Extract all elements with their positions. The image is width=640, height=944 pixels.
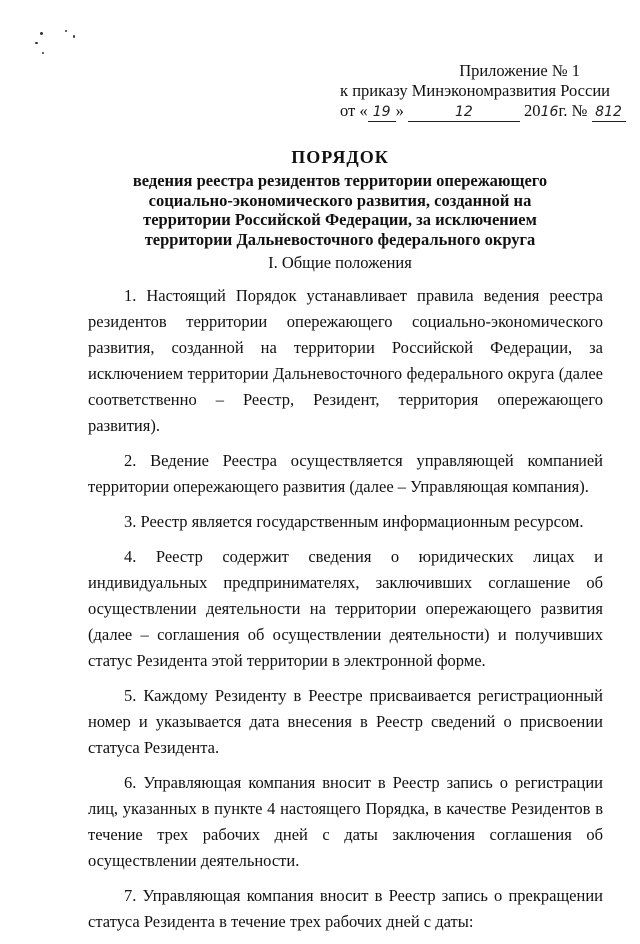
scan-specks	[28, 30, 88, 70]
date-mid: »	[395, 101, 404, 120]
year-suffix: г. №	[558, 101, 588, 120]
paragraph-7: 7. Управляющая компания вносит в Реестр запись о прекращении статуса Резидента в течение трех рабочих дней с даты:	[88, 886, 603, 931]
body-text	[88, 283, 603, 944]
date-prefix: от «	[340, 101, 368, 120]
handwritten-year: 16	[540, 104, 559, 120]
handwritten-order-number: 812	[592, 104, 626, 122]
handwritten-month: 12	[408, 104, 520, 122]
scan-speck	[65, 30, 67, 32]
paragraph-2: 2. Ведение Реестра осуществляется управляющей компанией территории опережающего развития (далее – Управляющая компания).	[88, 451, 603, 496]
paragraph-3: 3. Реестр является государственным информационным ресурсом.	[124, 512, 584, 531]
paragraph-1: 1. Настоящий Порядок устанавливает правила ведения реестра резидентов территории опережающего социально-экономического развития, созданной на территории Российской Федерации, за исключением территории Дальневосточного федерального округа (далее соответственно – Реестр, Резидент, территория опережающего развития).	[88, 286, 603, 435]
handwritten-day: 19	[368, 104, 396, 122]
scan-speck	[42, 52, 44, 54]
section-heading: I. Общие положения	[268, 253, 412, 272]
title-block	[70, 146, 610, 249]
appendix-order-ref: к приказу Минэкономразвития России	[340, 81, 610, 100]
scan-speck	[35, 42, 38, 44]
scan-speck	[73, 35, 75, 38]
document-subtitle: ведения реестра резидентов территории опережающего социально-экономического развития, созданной на территории Российской Федерации, за исключением территории Дальневосточного федерального округа	[132, 171, 548, 249]
appendix-number: Приложение № 1	[459, 61, 580, 80]
document-title: ПОРЯДОК	[291, 147, 389, 167]
appendix-date-line	[340, 101, 622, 122]
paragraph-4: 4. Реестр содержит сведения о юридических лицах и индивидуальных предпринимателях, заключивших соглашение об осуществлении деятельности на территории опережающего развития (далее – соглашения об осуществлении деятельности) и получивших статус Резидента этой территории в электронной форме.	[88, 547, 603, 670]
scan-speck	[40, 32, 43, 35]
paragraph-5: 5. Каждому Резиденту в Реестре присваивается регистрационный номер и указывается дата внесения в Реестр сведений о присвоении статуса Резидента.	[88, 686, 603, 757]
paragraph-6: 6. Управляющая компания вносит в Реестр запись о регистрации лиц, указанных в пункте 4 настоящего Порядка, в качестве Резидентов в течение трех рабочих дней с даты заключения соглашения об осуществлении деятельности.	[88, 773, 603, 870]
appendix-block	[340, 61, 622, 122]
year-prefix: 20	[524, 101, 541, 120]
